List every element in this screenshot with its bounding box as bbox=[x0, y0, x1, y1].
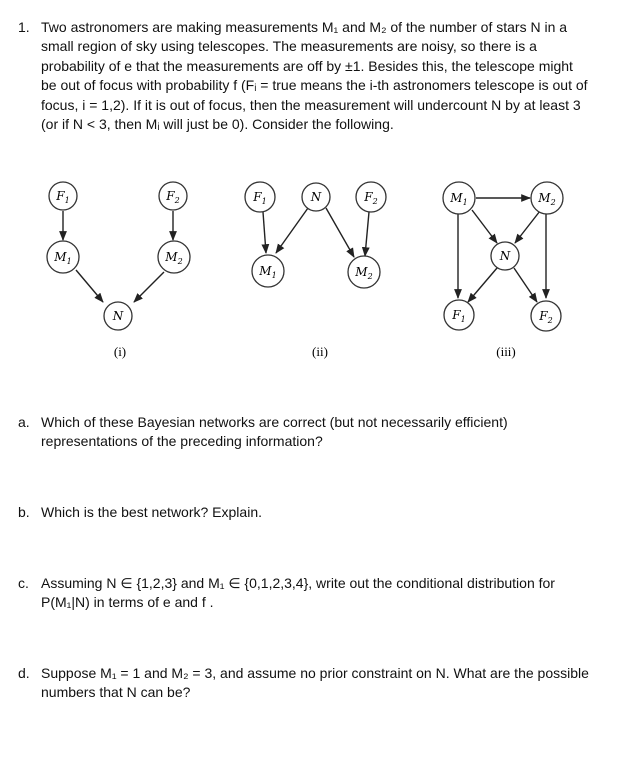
svg-text:F2: $F_2$ bbox=[166, 189, 180, 205]
node-f1 bbox=[444, 300, 474, 330]
svg-text:M2: $M_2$ bbox=[355, 265, 373, 281]
question-1 bbox=[18, 18, 620, 134]
question-number: 1. bbox=[18, 19, 30, 35]
svg-text:F1: $F_1$ bbox=[56, 189, 70, 205]
question-line: be out of focus with probability f (Fᵢ = true means the i-th astronomers telescope is out of bbox=[41, 77, 588, 94]
node-f1 bbox=[49, 182, 77, 210]
part-line: representations of the preceding information? bbox=[41, 433, 323, 450]
part-line: Assuming N ∈ {1,2,3} and M₁ ∈ {0,1,2,3,4}, write out the conditional distribution for bbox=[41, 575, 555, 591]
part-c bbox=[18, 574, 620, 613]
node-f1 bbox=[245, 182, 275, 212]
caption-ii: (ii) bbox=[312, 344, 328, 359]
node-f2 bbox=[159, 182, 187, 210]
edge-m2-n bbox=[134, 272, 164, 302]
node-f2 bbox=[531, 301, 561, 331]
part-line: Suppose M₁ = 1 and M₂ = 3, and assume no prior constraint on N. What are the possible bbox=[41, 665, 589, 681]
part-d bbox=[18, 664, 620, 703]
caption-iii: (iii) bbox=[496, 344, 516, 359]
node-m2 bbox=[531, 182, 563, 214]
svg-text:N: N bbox=[112, 309, 124, 323]
part-line: Which is the best network? Explain. bbox=[41, 504, 262, 520]
node-m1 bbox=[47, 241, 79, 273]
svg-text:N: N bbox=[310, 190, 322, 204]
node-n bbox=[302, 183, 330, 211]
edge-n-m1 bbox=[276, 208, 308, 253]
part-b bbox=[18, 503, 620, 522]
edge-f2-m2 bbox=[365, 212, 369, 256]
bayes-net-svg bbox=[0, 170, 638, 370]
part-label: c. bbox=[18, 575, 29, 591]
svg-text:M1: $M_1$ bbox=[450, 191, 468, 207]
part-line: P(M₁|N) in terms of e and f . bbox=[41, 594, 214, 611]
caption-i: (i) bbox=[113, 344, 127, 359]
svg-text:M2: $M_2$ bbox=[538, 191, 556, 207]
edge-m1-n bbox=[472, 210, 497, 243]
question-line: (or if N < 3, then Mᵢ will just be 0). Consider the following. bbox=[41, 116, 394, 133]
edge-n-f1 bbox=[468, 268, 497, 302]
node-m1 bbox=[443, 182, 475, 214]
network-i bbox=[47, 182, 190, 359]
network-iii bbox=[443, 182, 563, 359]
node-f2 bbox=[356, 182, 386, 212]
part-label: a. bbox=[18, 414, 30, 430]
question-line: small region of sky using telescopes. The measurements are noisy, so there is a bbox=[41, 38, 537, 55]
network-ii bbox=[245, 182, 386, 359]
question-line: Two astronomers are making measurements M₁ and M₂ of the number of stars N in a bbox=[41, 19, 568, 35]
question-text bbox=[41, 18, 620, 134]
svg-text:F1: $F_1$ bbox=[452, 308, 466, 324]
node-n bbox=[104, 302, 132, 330]
node-m2 bbox=[348, 256, 380, 288]
svg-text:M2: $M_2$ bbox=[165, 250, 183, 266]
part-a bbox=[18, 413, 620, 452]
svg-text:F2: $F_2$ bbox=[539, 309, 553, 325]
svg-text:M1: $M_1$ bbox=[259, 264, 277, 280]
svg-text:F1: $F_1$ bbox=[253, 190, 267, 206]
svg-text:N: N bbox=[499, 249, 511, 263]
edge-m1-n bbox=[76, 270, 103, 302]
edge-f1-m1 bbox=[263, 212, 266, 253]
node-n bbox=[491, 242, 519, 270]
node-m2 bbox=[158, 241, 190, 273]
bayes-net-figure bbox=[0, 170, 638, 370]
svg-text:F2: $F_2$ bbox=[364, 190, 378, 206]
edge-m2-n bbox=[515, 211, 540, 243]
node-m1 bbox=[252, 255, 284, 287]
edge-n-m2 bbox=[326, 208, 354, 257]
question-line: focus, i = 1,2). If it is out of focus, then the measurement will undercount N by at least 3 bbox=[41, 96, 581, 113]
part-line: numbers that N can be? bbox=[41, 684, 191, 701]
part-label: d. bbox=[18, 665, 30, 681]
svg-text:M1: $M_1$ bbox=[54, 250, 72, 266]
question-line: probability of e that the measurements are off by ±1. Besides this, the telescope might bbox=[41, 57, 573, 74]
edge-n-f2 bbox=[514, 268, 537, 302]
part-line: Which of these Bayesian networks are correct (but not necessarily efficient) bbox=[41, 414, 508, 430]
part-label: b. bbox=[18, 504, 30, 520]
